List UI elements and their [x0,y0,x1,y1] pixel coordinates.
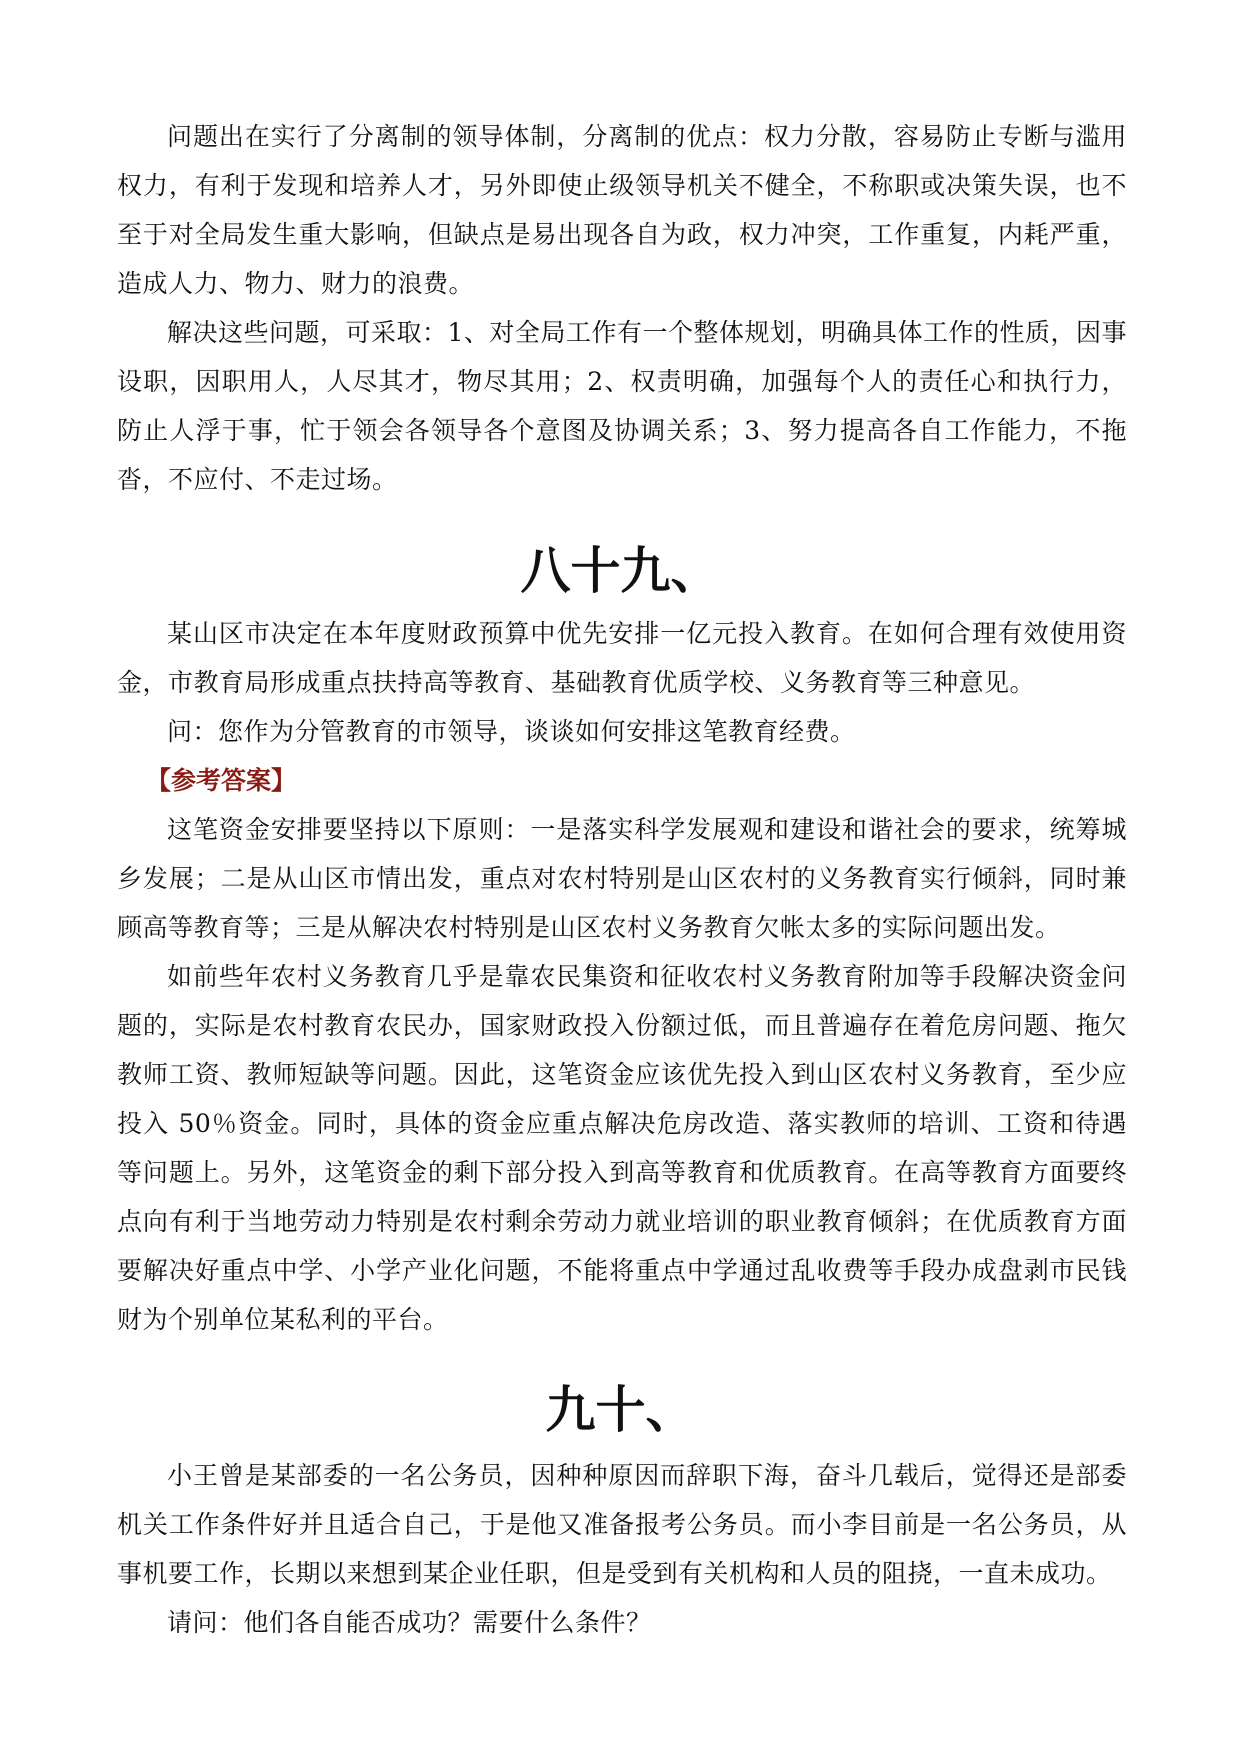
paragraph-90-1: 小王曾是某部委的一名公务员，因种种原因而辞职下海，奋斗几载后，觉得还是部委机关工作条件好并且适合自己，于是他又准备报考公务员。而小李目前是一名公务员，从事机要工作，长期以来想到某企业任职，但是受到有关机构和人员的阻挠，一直未成功。 [117,1461,1127,1588]
section-heading-89: 八十九、 [520,541,721,600]
paragraph-89-4: 如前些年农村义务教育几乎是靠农民集资和征收农村义务教育附加等手段解决资金问题的，实际是农村教育农民办，国家财政投入份额过低，而且普遍存在着危房问题、拖欠教师工资、教师短缺等问题。因此，这笔资金应该优先投入到山区农村义务教育，至少应投入 50％资金。同时，具体的资金应重点解决危房改造、落实教师的培训、工资和待遇等问题上。另外，这笔资金的剩下部分投入到高等教育和优质教育。在高等教育方面要终点向有利于当地劳动力特别是农村剩余劳动力就业培训的职业教育倾斜；在优质教育方面要解决好重点中学、小学产业化问题，不能将重点中学通过乱收费等手段办成盘剥市民钱财为个别单位某私利的平台。 [117,962,1127,1334]
paragraph-90-2: 请问：他们各自能否成功？需要什么条件？ [167,1608,652,1637]
paragraph-89-2: 问：您作为分管教育的市领导，谈谈如何安排这笔教育经费。 [167,717,856,746]
paragraph-89-3: 这笔资金安排要坚持以下原则：一是落实科学发展观和建设和谐社会的要求，统筹城乡发展；二是从山区市情出发，重点对农村特别是山区农村的义务教育实行倾斜，同时兼顾高等教育等；三是从解决农村特别是山区农村义务教育欠帐太多的实际问题出发。 [117,815,1127,942]
paragraph-89-1: 某山区市决定在本年度财政预算中优先安排一亿元投入教育。在如何合理有效使用资金，市教育局形成重点扶持高等教育、基础教育优质学校、义务教育等三种意见。 [117,619,1127,697]
section-heading-90: 九十、 [545,1380,696,1439]
reference-answer-label: 【参考答案】 [146,766,297,795]
paragraph-prev-1: 问题出在实行了分离制的领导体制，分离制的优点：权力分散，容易防止专断与滥用权力，有利于发现和培养人才，另外即使止级领导机关不健全，不称职或决策失误，也不至于对全局发生重大影响，但缺点是易出现各自为政，权力冲突，工作重复，内耗严重，造成人力、物力、财力的浪费。 [117,122,1127,298]
paragraph-prev-2: 解决这些问题，可采取：1、对全局工作有一个整体规划，明确具体工作的性质，因事设职，因职用人，人尽其才，物尽其用；2、权责明确，加强每个人的责任心和执行力，防止人浮于事，忙于领会各领导各个意图及协调关系；3、努力提高各自工作能力，不拖沓，不应付、不走过场。 [117,318,1127,494]
